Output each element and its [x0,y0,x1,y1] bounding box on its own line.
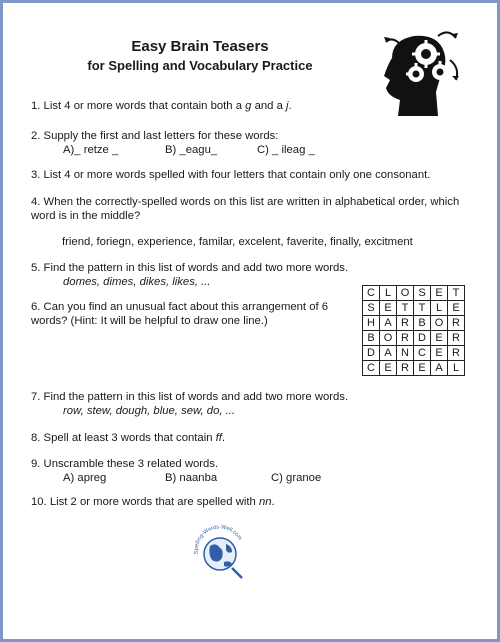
letter-grid-cell: R [448,331,465,346]
letter-grid-cell: C [363,286,380,301]
letter-grid-cell: S [414,286,431,301]
letter-grid-cell: O [397,286,414,301]
letter-grid-cell: L [448,361,465,376]
letter-grid-cell: D [363,346,380,361]
letter-grid-cell: B [414,316,431,331]
letter-grid-cell: R [397,316,414,331]
question-7 [31,390,348,418]
letter-grid-cell: A [380,346,397,361]
question-9-choice-c: C) granoe [271,472,322,484]
question-6-line-2: words? (Hint: It will be helpful to draw one line.) [31,315,268,327]
question-7-word-list: row, stew, dough, blue, sew, do, ... [63,405,236,417]
question-6-line-1: 6. Can you find an unusual fact about this arrangement of 6 [31,301,329,313]
letter-grid-cell: E [380,361,397,376]
letter-grid-cell: A [380,316,397,331]
letter-grid-row [363,301,465,316]
question-3: 3. List 4 or more words spelled with four letters that contain only one consonant. [31,169,431,181]
letter-grid-cell: R [397,361,414,376]
letter-grid-cell: L [431,301,448,316]
logo-text: Spelling-Words-Well.com [193,524,243,555]
question-1-text: 1. List 4 or more words that contain both a [31,100,246,112]
question-4-line-1: 4. When the correctly-spelled words on this list are written in alphabetical order, which [31,196,460,208]
letter-grid-cell: D [414,331,431,346]
letter-grid-row [363,316,465,331]
letter-grid-cell: O [380,331,397,346]
letter-grid-cell: C [363,361,380,376]
question-9-choice-b: B) naanba [165,472,218,484]
question-1-and: and a [251,100,286,112]
letter-grid-cell: S [363,301,380,316]
letter-grid-cell: T [397,301,414,316]
letter-grid-cell: N [397,346,414,361]
letter-grid-cell: C [414,346,431,361]
page-title: Easy Brain Teasers [131,38,269,55]
question-2-text: 2. Supply the first and last letters for these words: [31,130,279,142]
question-2-choice-a: A)_ retze _ [63,144,119,156]
letter-grid-cell: A [431,361,448,376]
question-7-text: 7. Find the pattern in this list of words and add two more words. [31,391,349,403]
letter-grid-cell: R [397,331,414,346]
question-8-text: 8. Spell at least 3 words that contain [31,432,216,444]
letter-grid-cell: E [431,331,448,346]
question-9-text: 9. Unscramble these 3 related words. [31,458,219,470]
question-5 [31,261,348,289]
letter-grid-cell: E [414,361,431,376]
letter-grid-cell: H [363,316,380,331]
question-10-text: 10. List 2 or more words that are spelled with [31,496,259,508]
letter-grid-cell: R [448,346,465,361]
brain-gears-head-icon [378,30,462,116]
question-1-letter-g: g [245,100,252,112]
question-10 [31,495,275,509]
letter-grid-row [363,346,465,361]
question-9-choice-a: A) apreg [63,472,107,484]
question-2-choice-c: C) _ ileag _ [257,144,315,156]
question-2 [31,129,315,157]
globe-logo-icon [190,520,248,582]
question-2-choice-b: B) _eagu_ [165,144,218,156]
question-10-letters: nn [258,496,272,508]
letter-grid-cell: B [363,331,380,346]
question-1 [31,99,292,113]
question-8-letters: ff [215,432,222,444]
letter-grid-cell: L [380,286,397,301]
question-4-word-list: friend, foriegn, experience, familar, excelent, faverite, finally, excitment [62,236,413,248]
question-4 [31,195,459,223]
question-10-period: . [271,496,275,508]
letter-grid-cell: R [448,316,465,331]
question-4-line-2: word is in the middle? [31,210,141,222]
page-subtitle: for Spelling and Vocabulary Practice [87,58,313,73]
letter-grid-cell: T [448,286,465,301]
letter-grid-row [363,361,465,376]
question-1-letter-j: j [286,100,289,112]
question-8-period: . [221,432,226,444]
letter-grid-row [363,286,465,301]
question-9 [31,457,321,485]
letter-grid-cell: E [431,346,448,361]
letter-grid-cell: E [380,301,397,316]
letter-grid-cell: O [431,316,448,331]
letter-grid-cell: T [414,301,431,316]
question-6 [31,300,328,328]
letter-grid-cell: E [431,286,448,301]
question-5-text: 5. Find the pattern in this list of words and add two more words. [31,262,349,274]
question-1-period: . [288,100,292,112]
question-5-word-list: domes, dimes, dikes, likes, ... [63,276,211,288]
letter-grid [362,285,465,376]
letter-grid-row [363,331,465,346]
question-8 [31,431,225,445]
letter-grid-cell: E [448,301,465,316]
